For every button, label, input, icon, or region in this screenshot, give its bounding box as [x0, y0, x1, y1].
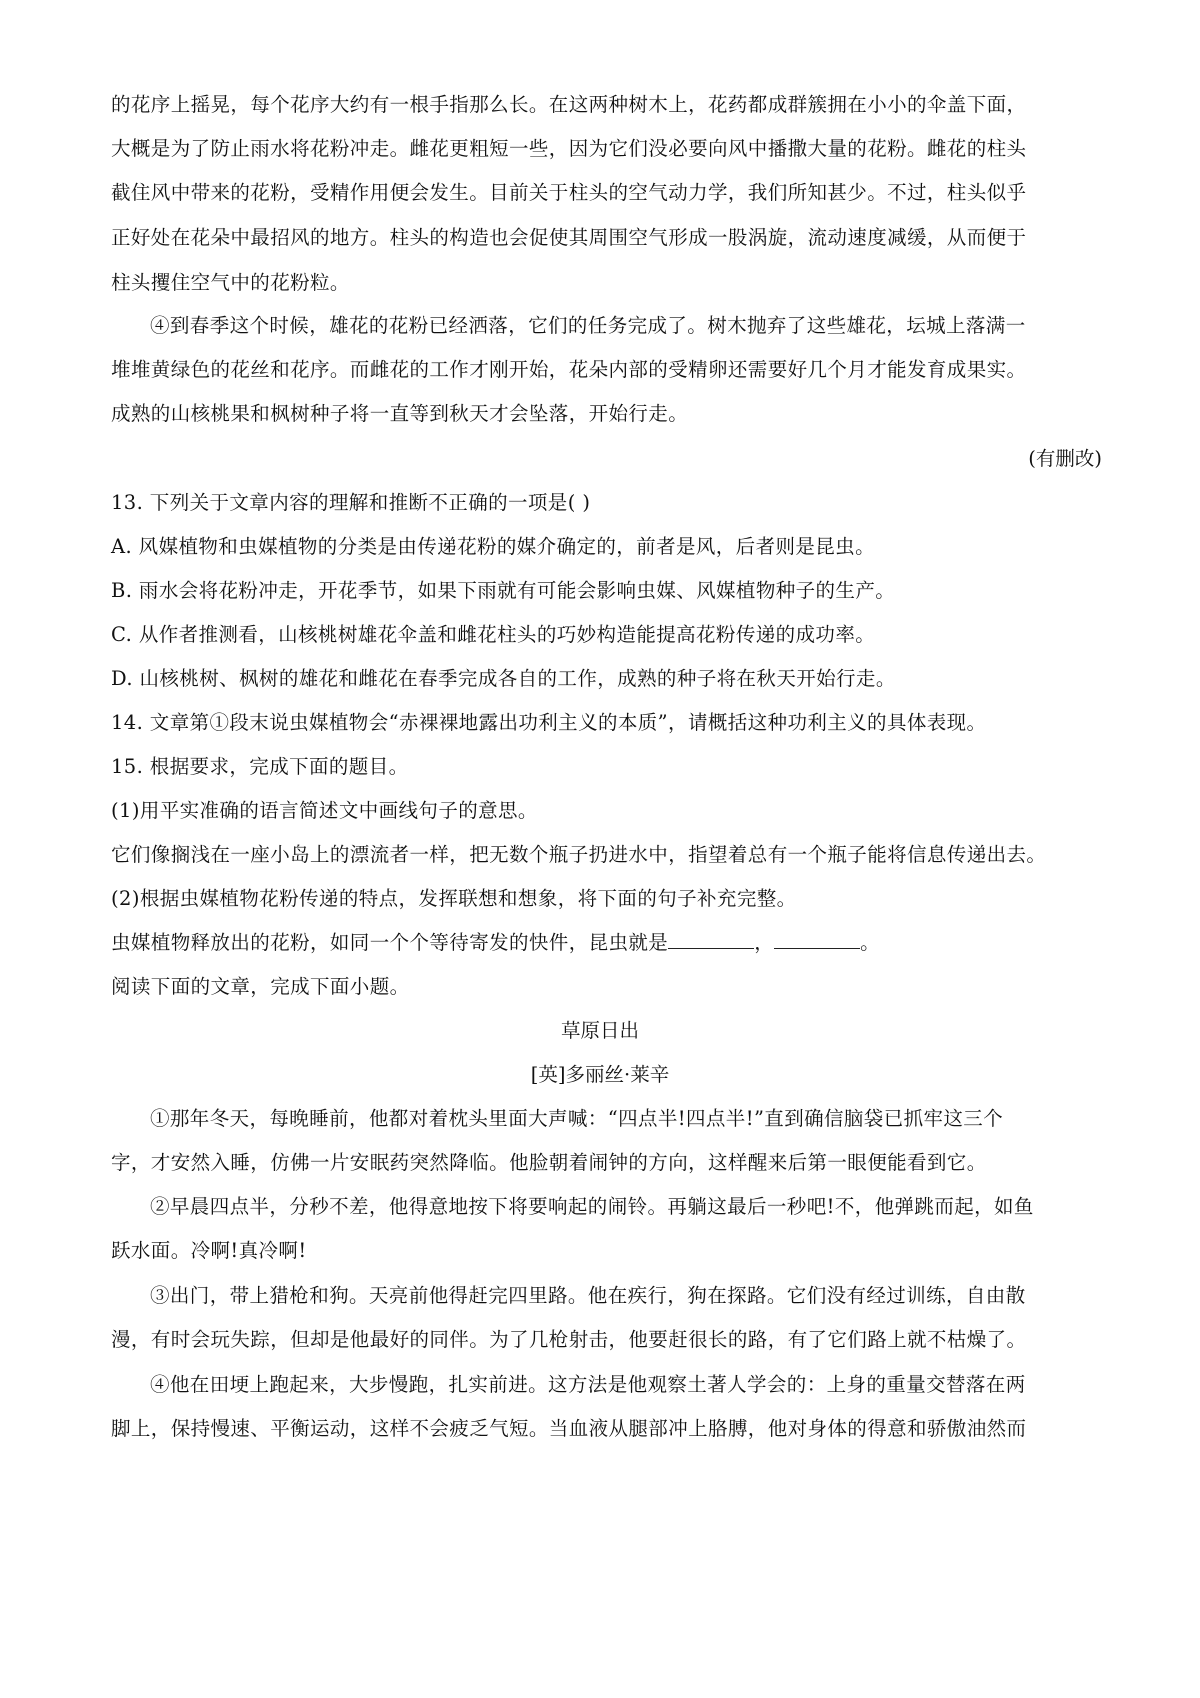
question-14: 14. 文章第①段末说虫媒植物会“赤裸裸地露出功利主义的本质”，请概括这种功利主义的具体表现。 [111, 711, 987, 734]
question-13-option-b: B. 雨水会将花粉冲走，开花季节，如果下雨就有可能会影响虫媒、风媒植物种子的生产。 [111, 579, 896, 602]
passage2-p1-line-1: ①那年冬天，每晚睡前，他都对着枕头里面大声喊：“四点半!四点半!”直到确信脑袋已抓牢这三个 [150, 1107, 1004, 1130]
passage1-para3-line-3: 截住风中带来的花粉，受精作用便会发生。目前关于柱头的空气动力学，我们所知甚少。不过，柱头似乎 [111, 181, 1027, 204]
passage2-p2-line-1: ②早晨四点半，分秒不差，他得意地按下将要响起的闹铃。再躺这最后一秒吧!不，他弹跳而起，如鱼 [150, 1195, 1034, 1218]
question-13: 13. 下列关于文章内容的理解和推断不正确的一项是( ) [111, 491, 591, 514]
question-15: 15. 根据要求，完成下面的题目。 [111, 755, 409, 778]
passage2-p4-line-2: 脚上，保持慢速、平衡运动，这样不会疲乏气短。当血液从腿部冲上胳膊，他对身体的得意和骄傲油然而 [111, 1417, 1027, 1440]
question-15-part-1-sentence: 它们像搁浅在一座小岛上的漂流者一样，把无数个瓶子扔进水中，指望着总有一个瓶子能将信息传递出去。 [111, 843, 1047, 866]
passage1-para3-line-5: 柱头攫住空气中的花粉粒。 [111, 271, 350, 294]
article-author: [英]多丽丝·莱辛 [530, 1063, 670, 1086]
passage1-para4-line-1: ④到春季这个时候，雄花的花粉已经洒落，它们的任务完成了。树木抛弃了这些雄花，坛城上落满一 [150, 314, 1026, 337]
answer-blank-1[interactable] [668, 930, 754, 949]
passage2-p2-line-2: 跃水面。冷啊!真冷啊! [111, 1239, 307, 1262]
reading-instruction: 阅读下面的文章，完成下面小题。 [111, 975, 410, 998]
passage1-para4-line-2: 堆堆黄绿色的花丝和花序。而雌花的工作才刚开始，花朵内部的受精卵还需要好几个月才能发育成果实。 [111, 358, 1027, 381]
passage1-para3-line-2: 大概是为了防止雨水将花粉冲走。雌花更粗短一些，因为它们没必要向风中播撒大量的花粉。雌花的柱头 [111, 137, 1027, 160]
article-title: 草原日出 [560, 1019, 639, 1042]
answer-blank-2[interactable] [774, 930, 860, 949]
passage2-p1-line-2: 字，才安然入睡，仿佛一片安眠药突然降临。他脸朝着闹钟的方向，这样醒来后第一眼便能看到它。 [111, 1151, 987, 1174]
passage2-p3-line-2: 漫，有时会玩失踪，但却是他最好的同伴。为了几枪射击，他要赶很长的路，有了它们路上就不枯燥了。 [111, 1328, 1027, 1351]
question-13-option-c: C. 从作者推测看，山核桃树雄花伞盖和雌花柱头的巧妙构造能提高花粉传递的成功率。 [111, 623, 876, 646]
question-15-part-1: (1)用平实准确的语言简述文中画线句子的意思。 [111, 799, 538, 822]
question-15-part-2-separator: ， [754, 931, 775, 954]
question-15-part-2-sentence-text: 虫媒植物释放出的花粉，如同一个个等待寄发的快件，昆虫就是 [111, 931, 669, 954]
question-15-part-2-end: 。 [860, 931, 881, 954]
question-13-option-a: A. 风媒植物和虫媒植物的分类是由传递花粉的媒介确定的，前者是风，后者则是昆虫。 [111, 535, 875, 558]
question-13-option-d: D. 山核桃树、枫树的雄花和雌花在春季完成各自的工作，成熟的种子将在秋天开始行走。 [111, 667, 896, 690]
question-15-part-2: (2)根据虫媒植物花粉传递的特点，发挥联想和想象，将下面的句子补充完整。 [111, 887, 797, 910]
passage1-para3-line-1: 的花序上摇晃，每个花序大约有一根手指那么长。在这两种树木上，花药都成群簇拥在小小的伞盖下面， [111, 93, 1027, 116]
revision-note: (有删改) [1028, 447, 1102, 470]
passage2-p3-line-1: ③出门，带上猎枪和狗。天亮前他得赶完四里路。他在疾行，狗在探路。它们没有经过训练，自由散 [150, 1284, 1026, 1307]
passage1-para3-line-4: 正好处在花朵中最招风的地方。柱头的构造也会促使其周围空气形成一股涡旋，流动速度减缓，从而便于 [111, 226, 1027, 249]
passage2-p4-line-1: ④他在田埂上跑起来，大步慢跑，扎实前进。这方法是他观察土著人学会的：上身的重量交替落在两 [150, 1373, 1026, 1396]
question-15-part-2-sentence [111, 930, 880, 956]
passage1-para4-line-3: 成熟的山核桃果和枫树种子将一直等到秋天才会坠落，开始行走。 [111, 402, 689, 425]
